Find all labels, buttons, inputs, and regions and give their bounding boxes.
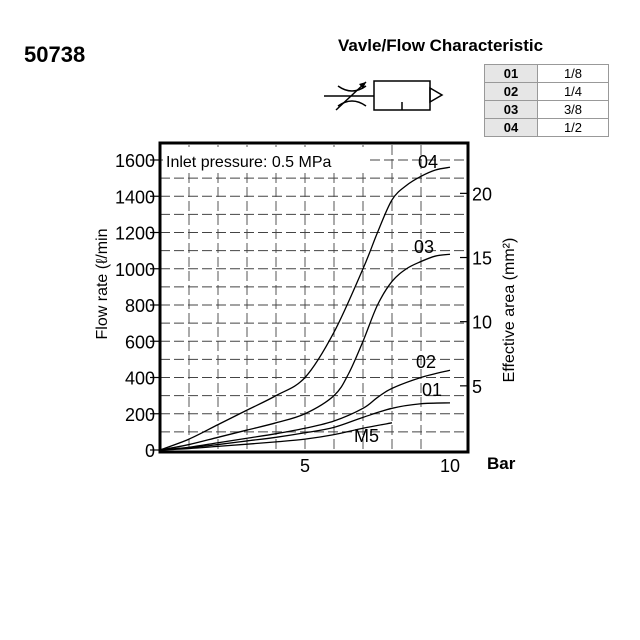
series-label-02: 02 — [416, 352, 437, 372]
y-tick-label: 800 — [124, 296, 155, 316]
y-tick-label: 200 — [124, 404, 155, 425]
port-size: 1/2 — [538, 119, 609, 137]
y2-tick-label: 5 — [472, 376, 483, 397]
secondary-y-axis-label: Effective area (mm²) — [501, 237, 518, 383]
x-tick-label: 5 — [299, 456, 311, 476]
y-tick-label: 0 — [144, 441, 155, 461]
port-size: 3/8 — [538, 101, 609, 119]
part-number: 50738 — [24, 42, 86, 67]
inlet-pressure-annotation: Inlet pressure: 0.5 MPa — [166, 154, 332, 171]
plot-frame — [160, 143, 468, 452]
y-tick-label: 1000 — [114, 259, 155, 280]
axes — [115, 151, 492, 476]
size-code: 01 — [485, 65, 538, 83]
size-code: 04 — [485, 119, 538, 137]
y-tick-label: 600 — [124, 332, 155, 353]
chart-title: Vavle/Flow Characteristic — [338, 36, 544, 55]
x-tick-label: 10 — [439, 456, 461, 476]
size-code: 02 — [485, 83, 538, 101]
series-label-01: 01 — [422, 380, 443, 400]
series-label-03: 03 — [414, 237, 435, 257]
y-tick-label: 1200 — [114, 223, 155, 244]
size-code: 03 — [485, 101, 538, 119]
y-tick-label: 1600 — [114, 151, 155, 171]
port-size: 1/8 — [538, 65, 609, 83]
series-label-m5: M5 — [354, 426, 380, 446]
y-tick-label: 400 — [124, 368, 155, 389]
port-size: 1/4 — [538, 83, 609, 101]
y2-tick-label: 10 — [472, 312, 493, 333]
series-label-04: 04 — [418, 152, 439, 172]
y-axis-label: Flow rate (ℓ/min — [94, 228, 111, 340]
series-line-02 — [160, 370, 450, 450]
y-tick-label: 1400 — [114, 187, 155, 208]
y2-tick-label: 15 — [472, 248, 493, 269]
y2-tick-label: 20 — [472, 184, 493, 205]
x-axis-label: Bar — [487, 454, 516, 473]
